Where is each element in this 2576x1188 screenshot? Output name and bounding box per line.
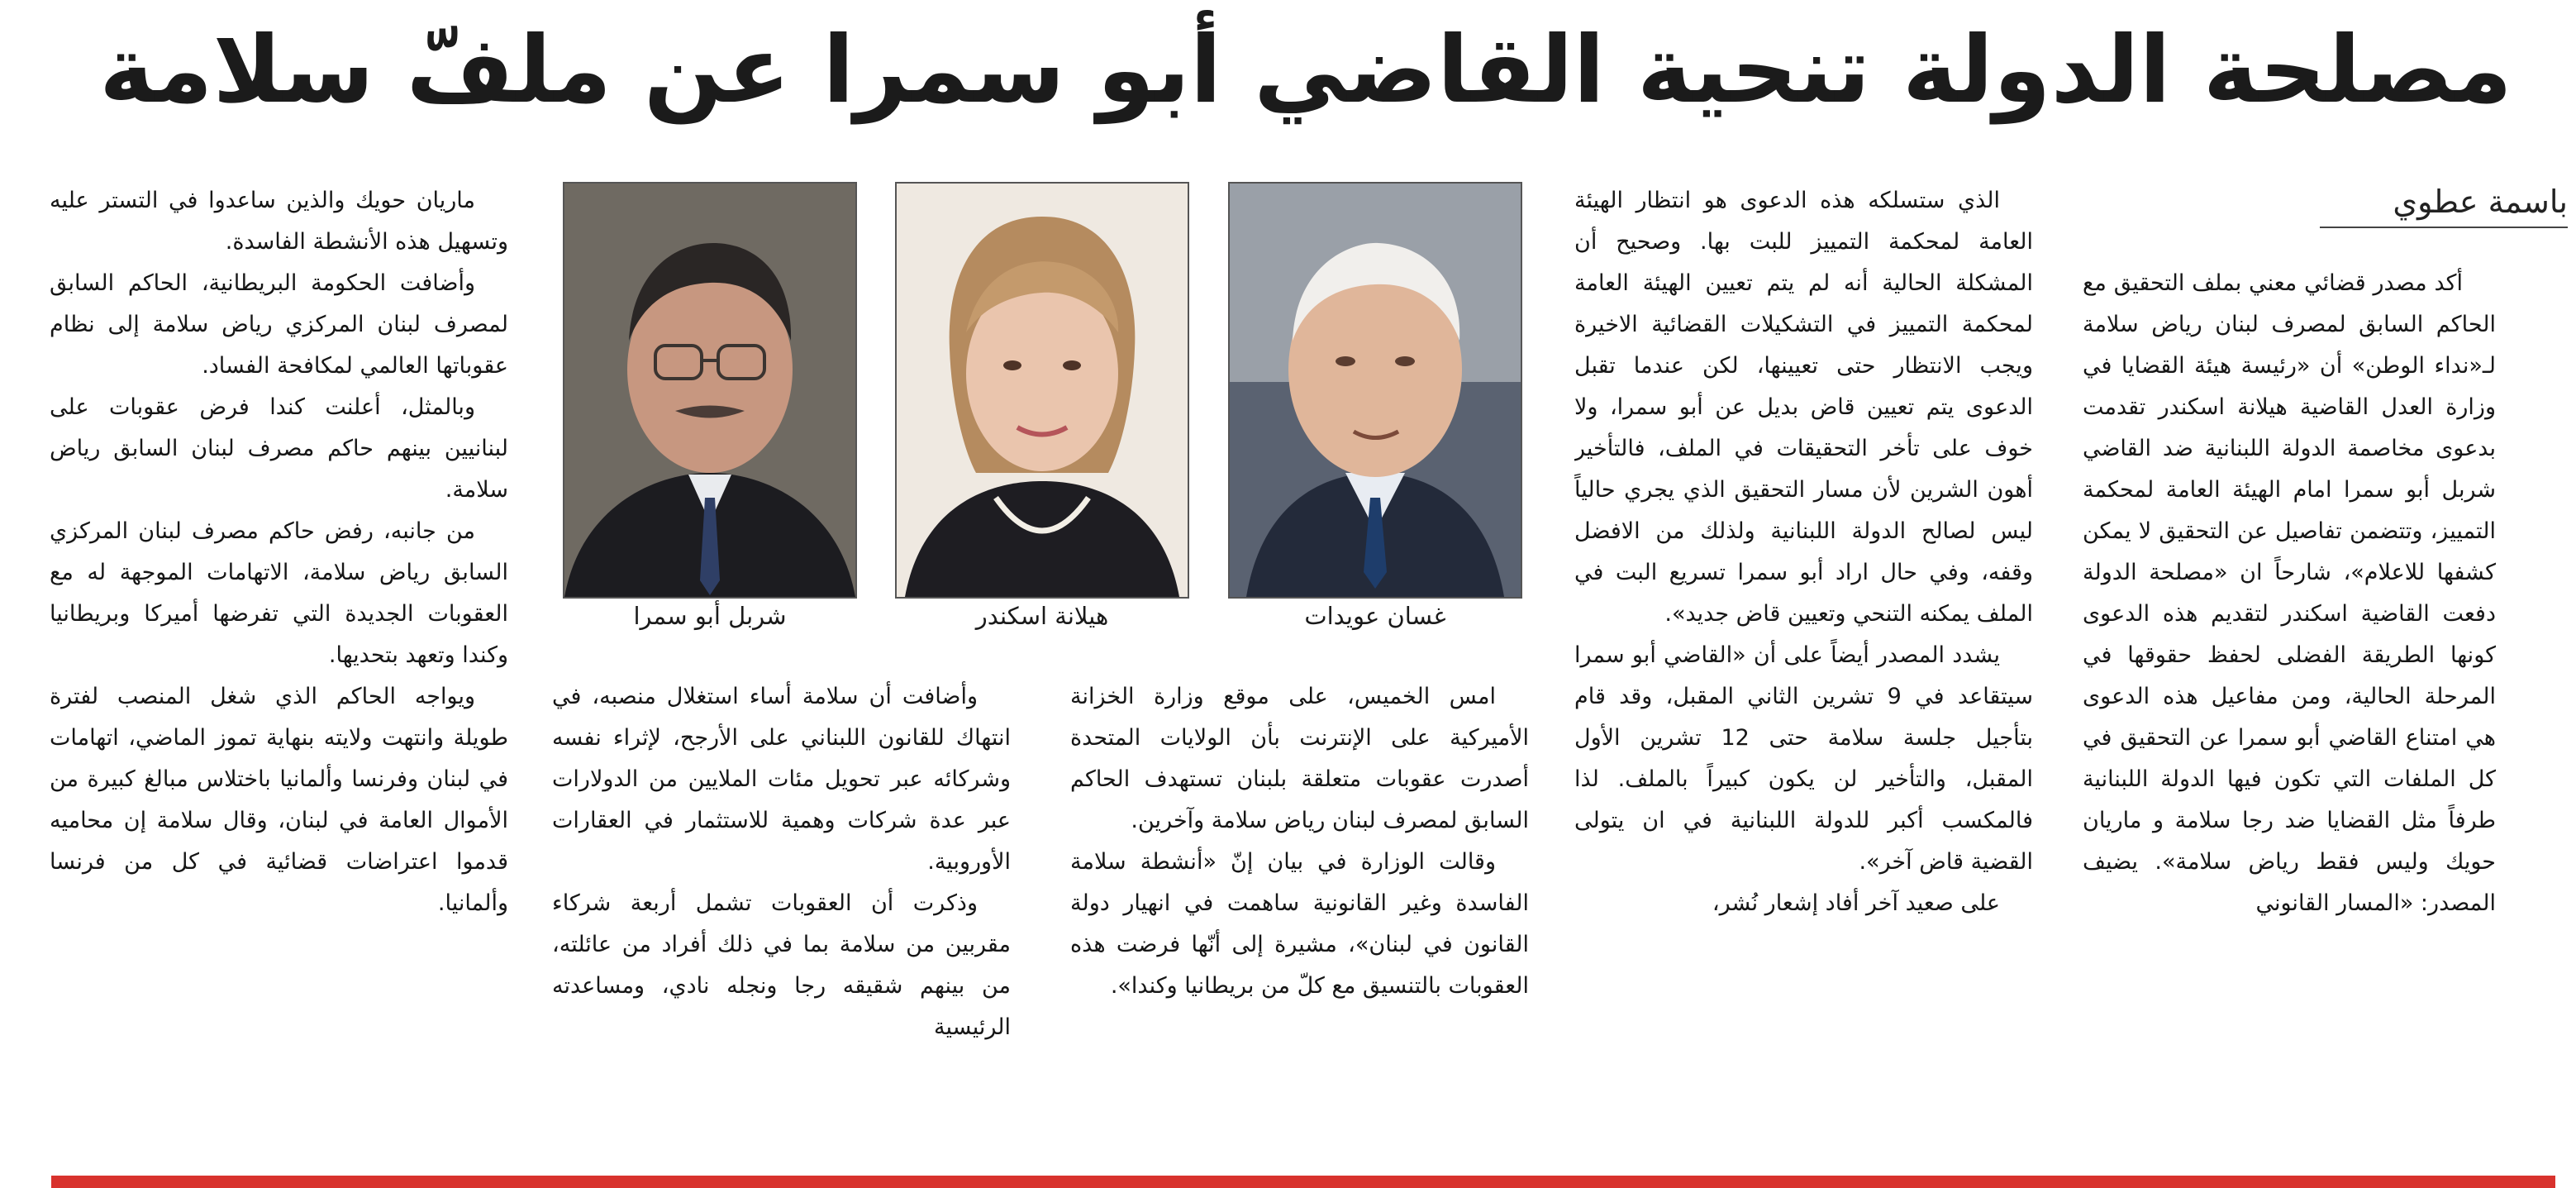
article-column-2: [1574, 180, 2033, 1090]
article-column-1: [2083, 263, 2496, 1090]
article-byline: باسمة عطوي: [2320, 184, 2568, 228]
paragraph: وأضافت الحكومة البريطانية، الحاكم السابق لمصرف لبنان المركزي رياض سلامة إلى نظام عقوباتها العالمي لمكافحة الفساد.: [50, 270, 508, 379]
photo-caption: شربل أبو سمرا: [633, 602, 787, 630]
portrait-icon: [897, 184, 1188, 597]
paragraph: يشدد المصدر أيضاً على أن «القاضي أبو سمرا سيتقاعد في 9 تشرين الثاني المقبل، وقد قام بتأجيل جلسة سلامة حتى 12 تشرين الأول المقبل، والتأخير لن يكون كبيراً بالملف. لذا فالمكسب أكبر للدولة اللبنانية في ان يتولى القضية قاض آخر».: [1574, 642, 2033, 875]
paragraph: وبالمثل، أعلنت كندا فرض عقوبات على لبنانيين بينهم حاكم مصرف لبنان السابق رياض سلامة.: [50, 394, 508, 503]
portrait-photo-ghassan-oweidat: [1228, 182, 1522, 599]
photo-caption: غسان عويدات: [1304, 602, 1446, 630]
portrait-photo-helana-iskandar: [895, 182, 1189, 599]
paragraph: أكد مصدر قضائي معني بملف التحقيق مع الحاكم السابق لمصرف لبنان رياض سلامة لـ«نداء الوطن» أن «رئيسة هيئة القضايا في وزارة العدل القاضية هيلانة اسكندر تقدمت بدعوى مخاصمة الدولة اللبنانية ضد القاضي شربل أبو سمرا امام الهيئة العامة لمحكمة التمييز، وتتضمن تفاصيل عن التحقيق لا يمكن كشفها للاعلام»، شارحاً ان «مصلحة الدولة دفعت القاضية اسكندر لتقديم هذه الدعوى كونها الطريقة الفضلى لحفظ حقوقها في المرحلة الحالية، ومن مفاعيل هذه الدعوى هي امتناع القاضي أبو سمرا عن التحقيق في كل الملفات التي تكون فيها الدولة اللبنانية طرفاً مثل القضايا ضد رجا سلامة و ماريان حويك وليس فقط رياض سلامة». يضيف المصدر: «المسار القانوني: [2083, 270, 2496, 916]
article-column-3: [1070, 676, 1529, 1090]
portrait-icon: [564, 184, 855, 597]
article-column-4: [552, 676, 1011, 1090]
paragraph: الذي ستسلكه هذه الدعوى هو انتظار الهيئة العامة لمحكمة التمييز للبت بها. وصحيح أن المشكلة الحالية أنه لم يتم تعيين الهيئة العامة لمحكمة التمييز في التشكيلات القضائية الاخيرة ويجب الانتظار حتى تعيينها، لكن عندما تقبل الدعوى يتم تعيين قاض بديل عن أبو سمرا، ولا خوف على تأخر التحقيقات في الملف، فالتأخير أهون الشرين لأن مسار التحقيق الذي يجري حالياً ليس لصالح الدولة اللبنانية ولذلك من الافضل وقفه، وفي حال اراد أبو سمرا تسريع البت في الملف يمكنه التنحي وتعيين قاض جديد».: [1574, 188, 2033, 627]
bottom-accent-bar: [51, 1176, 2555, 1188]
paragraph: ويواجه الحاكم الذي شغل المنصب لفترة طويلة وانتهت ولايته بنهاية تموز الماضي، اتهامات في لبنان وفرنسا وألمانيا باختلاس مبالغ كبيرة من الأموال العامة في لبنان، وقال سلامة إن محاميه قدموا اعتراضات قضائية في كل من فرنسا وألمانيا.: [50, 684, 508, 916]
article-headline: مصلحة الدولة تنحية القاضي أبو سمرا عن ملفّ سلامة: [99, 17, 2512, 124]
photo-caption: هيلانة اسكندر: [975, 602, 1109, 630]
paragraph: امس الخميس، على موقع وزارة الخزانة الأميركية على الإنترنت بأن الولايات المتحدة أصدرت عقوبات متعلقة بلبنان تستهدف الحاكم السابق لمصرف لبنان رياض سلامة وآخرين.: [1070, 684, 1529, 833]
portrait-icon: [1230, 184, 1521, 597]
paragraph: على صعيد آخر أفاد إشعار نُشر،: [1712, 890, 2000, 916]
paragraph: وذكرت أن العقوبات تشمل أربعة شركاء مقربين من سلامة بما في ذلك أفراد من عائلته، من بينهم شقيقه رجا ونجله نادي، ومساعدته الرئيسية: [552, 890, 1011, 1040]
paragraph: وقالت الوزارة في بيان إنّ «أنشطة سلامة الفاسدة وغير القانونية ساهمت في انهيار دولة القانون في لبنان»، مشيرة إلى أنّها فرضت هذه العقوبات بالتنسيق مع كلّ من بريطانيا وكندا».: [1070, 849, 1529, 999]
paragraph: وأضافت أن سلامة أساء استغلال منصبه، في انتهاك للقانون اللبناني على الأرجح، لإثراء نفسه وشركائه عبر تحويل مئات الملايين من الدولارات عبر عدة شركات وهمية للاستثمار في العقارات الأوروبية.: [552, 684, 1011, 875]
paragraph: ماريان حويك والذين ساعدوا في التستر عليه وتسهيل هذه الأنشطة الفاسدة.: [50, 188, 508, 255]
paragraph: من جانبه، رفض حاكم مصرف لبنان المركزي السابق رياض سلامة، الاتهامات الموجهة له مع العقوبات الجديدة التي تفرضها أميركا وبريطانيا وكندا وتعهد بتحديها.: [50, 518, 508, 668]
portrait-photo-charbel-abou-samra: [563, 182, 857, 599]
article-column-5: [50, 180, 508, 1090]
